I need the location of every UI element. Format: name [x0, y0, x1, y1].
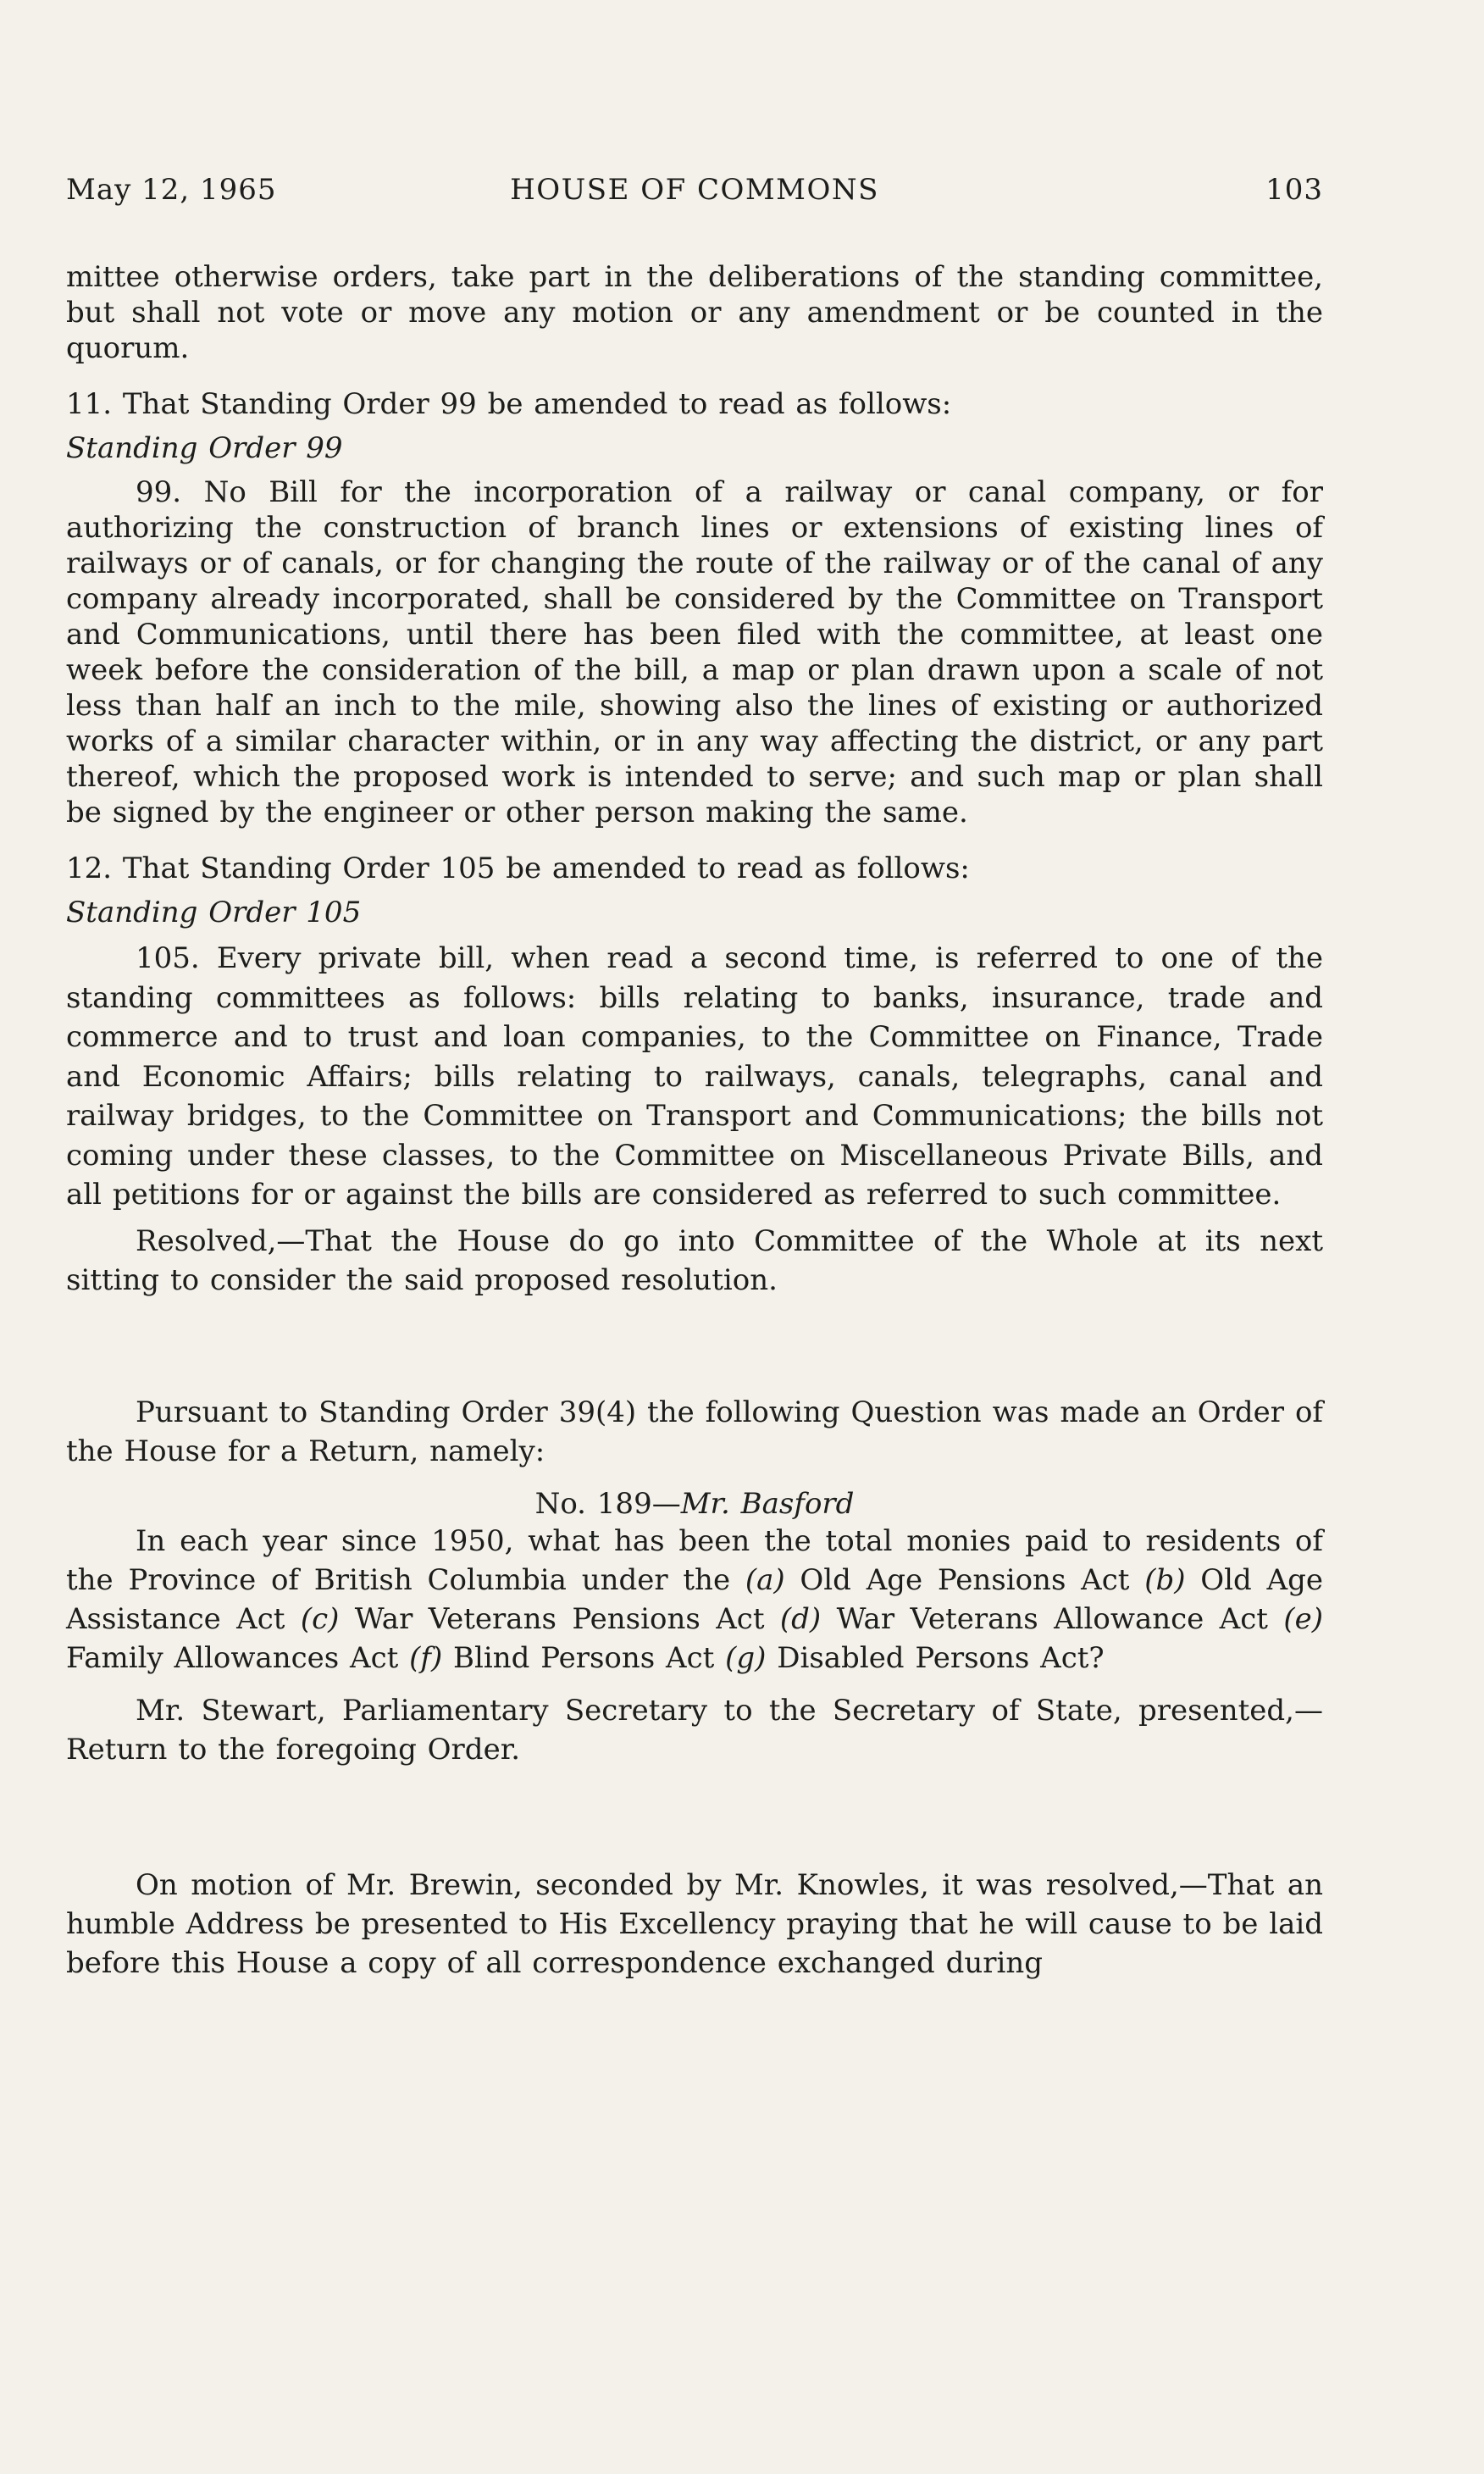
header-title: HOUSE OF COMMONS — [510, 173, 879, 207]
question-text: In each year since 1950, what has been the total monies paid to residents of the Province of British Columbia under the (a) Old Age Pensions Act (b) Old Age Assistance Act (c) War Veterans Pensions Act (d) War Veterans Allowance Act (e) Family Allowances Act (f) Blind Persons Act (g) Disabled Persons Act? — [66, 1523, 1323, 1675]
header-page-number: 103 — [1265, 173, 1323, 207]
motion-paragraph: On motion of Mr. Brewin, seconded by Mr. Knowles, it was resolved,—That an humble Address be presented to His Excellency praying that he will cause to be laid before this House a copy of all correspondence exchanged during — [66, 1867, 1323, 1980]
question-heading — [66, 1486, 1323, 1522]
item-11: 11. That Standing Order 99 be amended to read as follows: — [66, 387, 952, 421]
stewart-paragraph: Mr. Stewart, Parliamentary Secretary to the Secretary of State, presented,—Return to the foregoing Order. — [66, 1693, 1323, 1767]
standing-order-105-heading: Standing Order 105 — [66, 896, 362, 929]
standing-order-99-heading: Standing Order 99 — [66, 431, 343, 465]
item-12: 12. That Standing Order 105 be amended to read as follows: — [66, 851, 970, 885]
pursuant-paragraph: Pursuant to Standing Order 39(4) the following Question was made an Order of the House for a Return, namely: — [66, 1395, 1323, 1468]
standing-order-99-text: 99. No Bill for the incorporation of a railway or canal company, or for authorizing the construction of branch lines or extensions of existing lines of railways or of canals, or for changing the route of the railway or of the canal of any company already incorporated, shall be considered by the Committee on Transport and Communications, until there has been filed with the committee, at least one week before the consideration of the bill, a map or plan drawn upon a scale of not less than half an inch to the mile, showing also the lines of existing or authorized works of a similar character within, or in any way affecting the district, or any part thereof, which the proposed work is intended to serve; and such map or plan shall be signed by the engineer or other person making the same. — [66, 475, 1323, 829]
question-member: Mr. Basford — [680, 1486, 855, 1521]
page-body — [66, 259, 1323, 1983]
continuation-paragraph: mittee otherwise orders, take part in the deliberations of the standing committee, but shall not vote or move any motion or any amendment or be counted in the quorum. — [66, 260, 1323, 365]
page-header — [66, 173, 1323, 214]
resolved-paragraph: Resolved,—That the House do go into Committee of the Whole at its next sitting to consider the said proposed resolution. — [66, 1223, 1323, 1297]
question-number: No. 189— — [534, 1486, 681, 1521]
standing-order-105-text: 105. Every private bill, when read a second time, is referred to one of the standing committees as follows: bills relating to banks, insurance, trade and commerce and to trust and loan companies, to the Committee on Finance, Trade and Economic Affairs; bills relating to railways, canals, telegraphs, canal and railway bridges, to the Committee on Transport and Communications; the bills not coming under these classes, to the Committee on Miscellaneous Private Bills, and all petitions for or against the bills are considered as referred to such committee. — [66, 941, 1323, 1212]
header-date: May 12, 1965 — [66, 173, 277, 207]
